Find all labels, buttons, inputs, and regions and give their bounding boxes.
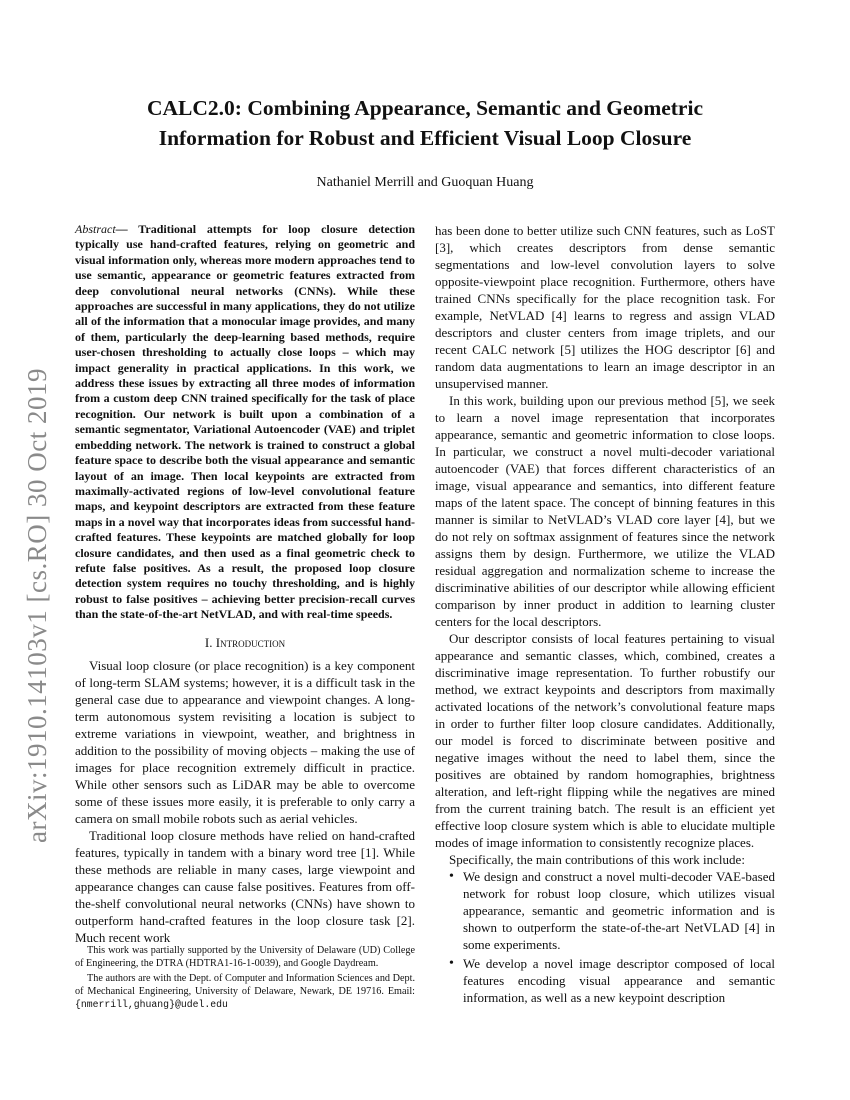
right-paragraph-1: has been done to better utilize such CNN features, such as LoST [3], which creates descriptors from dense semantic segmentations and low-level convolution layers to solve opposite-viewpoint place recognition. Furthermore, others have trained CNNs specifically for the place recognition task. For example, NetVLAD [4] learns to regress and assign VLAD descriptors and cluster centers from image triplets, and our recent CALC network [5] utilizes the HOG descriptor [6] and random data augmentations to learn an image descriptor in an unsupervised manner. (435, 223, 775, 391)
section-heading-introduction: I. Introduction (204, 634, 286, 650)
left-column (75, 222, 415, 946)
right-paragraph-3: Our descriptor consists of local features pertaining to visual appearance and semantic classes, which, combined, creates a discriminative image representation. To further robustify our method, we extract keypoints and descriptors from maximally activated locations of the network’s convolutional feature maps in order to further filter loop closure candidates. Additionally, our model is forced to discriminate between positive and negative images without the need to label them, since the positives are obtained by random homographies, brightness alteration, and left-right flipping while the negatives are mined from the current training batch. The result is an efficient yet effective loop closure system which is able to elucidate multiple modes of image information to consistently recognize places. (435, 631, 775, 850)
abstract-text: Traditional attempts for loop closure detection typically use hand-crafted features, relying on geometric and visual information only, whereas more modern approaches tend to use semantic, appearance or geometric features extracted from deep convolutional neural networks (CNNs). While these approaches are successful in many applications, they do not utilize all of the information that a monocular image provides, and many of them, particularly the deep-learning based methods, require user-chosen thresholding to actually close loops – which may impact generality in practical applications. In this work, we address these issues by extracting all three modes of information from a custom deep CNN trained specifically for the task of place recognition. Our network is built upon a combination of a semantic segmentator, Variational Autoencoder (VAE) and triplet embedding network. The network is trained to construct a global feature space to describe both the visual appearance and semantic layout of an image. Then local keypoints are extracted from maximally-activated regions of low-level convolutional feature maps, and keypoint descriptors are extracted from these feature maps in a novel way that incorporates ideas from successful hand-crafted features. These keypoints are matched globally for loop closure candidates, and then used as a final geometric check to refute false positives. As a result, the proposed loop closure detection system requires no touchy thresholding, and is highly robust to false positives – achieving better precision-recall curves than the state-of-the-art NetVLAD, and with real-time speeds. (75, 222, 415, 622)
intro-paragraph-1: Visual loop closure (or place recognition) is a key component of long-term SLAM systems; however, it is a difficult task in the general case due to appearance and viewpoint changes. A long-term autonomous system revisiting a location is subject to extreme variations in viewpoint, weather, and brightness in addition to the possibility of moving objects – making the use of images for place recognition extremely difficult in practice. While other sensors such as LiDAR may be able to overcome some of these issues more easily, it is preferable to only carry a camera on small mobile robots such as aerial vehicles. (75, 657, 415, 826)
footnote-affiliation-text: The authors are with the Dept. of Computer and Information Sciences and Dept. of Mechanical Engineering, University of Delaware, Newark, DE 19716. Email: (75, 973, 415, 997)
author-email: {nmerrill,ghuang}@udel.edu (75, 999, 228, 1010)
contributions-list (435, 868, 775, 1006)
right-column (435, 222, 775, 1008)
authors: Nathaniel Merrill and Guoquan Huang (316, 175, 534, 190)
right-paragraph-4: Specifically, the main contributions of this work include: (449, 852, 745, 867)
footnote-funding: This work was partially supported by the University of Delaware (UD) College of Engineering, the DTRA (HDTRA1-16-1-0039), and Google Daydream. (75, 945, 415, 969)
contribution-item-2: • We develop a novel image descriptor composed of local features encoding visual appearance and semantic information, as well as a new keypoint description (463, 955, 775, 1006)
title-line-1: CALC2.0: Combining Appearance, Semantic and Geometric (147, 96, 703, 120)
abstract-label: Abstract (75, 222, 116, 236)
footnote-affiliation (75, 972, 415, 1011)
right-paragraph-2: In this work, building upon our previous method [5], we seek to learn a novel image representation that incorporates appearance, semantic and geometric information to close loops. In particular, we construct a novel multi-decoder variational autoencoder (VAE) that forces different characteristics of an image, visual appearance and semantics, into different feature maps of the latent space. The concept of binning features in this manner is similar to NetVLAD’s VLAD core layer [4], but we do not rely on softmax assignment of features since the network assigns them by design. Furthermore, we utilize the VLAD residual aggregation and normalization scheme to increase the discriminative abilities of our descriptor while allowing efficient comparison by inner product in addition to learning cluster centers for the local descriptors. (435, 393, 775, 629)
abstract-dash: — (115, 222, 139, 236)
paper-title (90, 93, 760, 153)
contribution-item-1: • We design and construct a novel multi-decoder VAE-based network for robust loop closure, which utilizes visual appearance, semantic and geometric information and is shown to outperform the state-of-the-art NetVLAD [4] in some experiments. (463, 868, 775, 953)
abstract (75, 222, 415, 623)
intro-paragraph-2: Traditional loop closure methods have relied on hand-crafted features, typically in tandem with a binary word tree [1]. While these methods are reliable in many cases, large viewpoint and appearance changes can cause false positives. Features from off-the-shelf convolutional neural networks (CNNs) have shown to outperform hand-crafted features in the loop closure task [2]. Much recent work (75, 827, 415, 945)
footnotes (75, 944, 415, 1013)
title-line-2: Information for Robust and Efficient Visual Loop Closure (158, 126, 692, 150)
arxiv-stamp: arXiv:1910.14103v1 [cs.RO] 30 Oct 2019 (22, 368, 52, 843)
